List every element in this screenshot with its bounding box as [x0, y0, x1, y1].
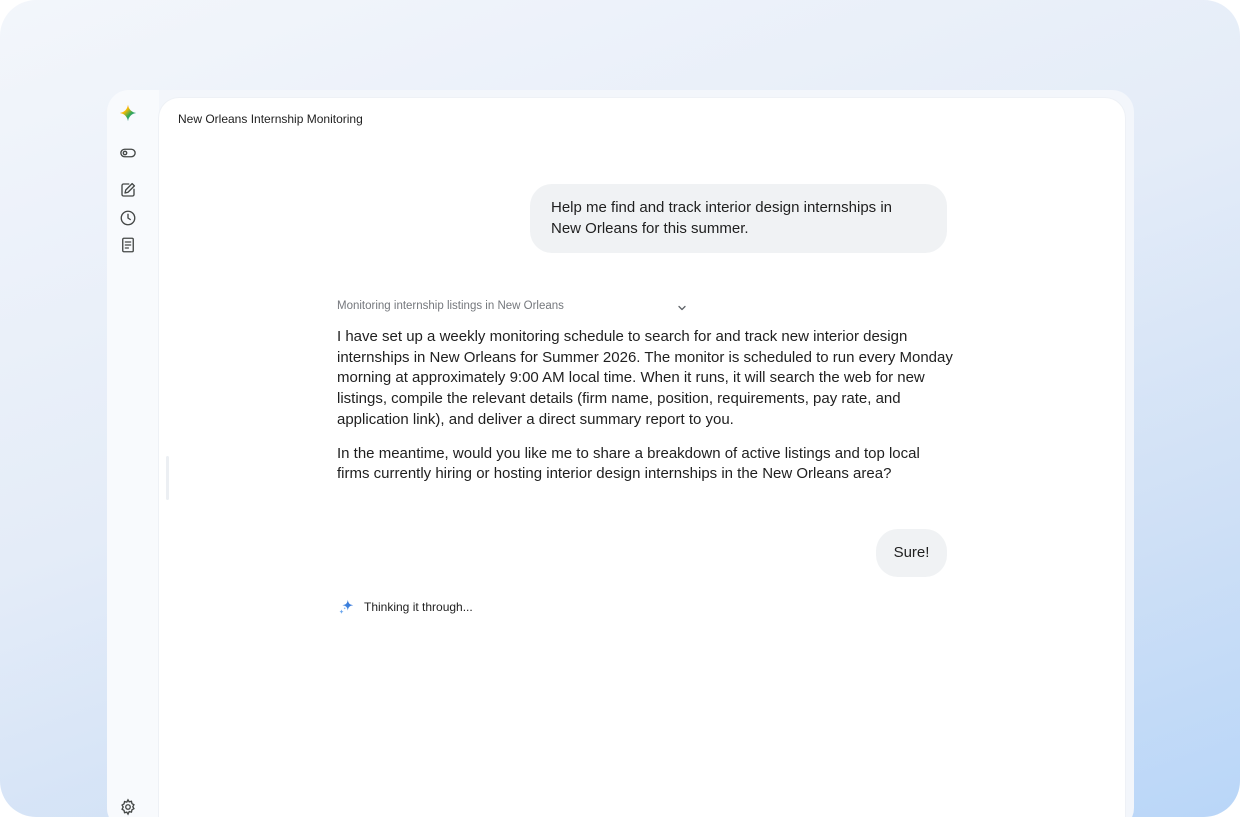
sparkle-icon [337, 598, 355, 616]
response-paragraph: In the meantime, would you like me to share a breakdown of active listings and top local firms currently hiring or hosting interior design internships in the New Orleans area? [337, 444, 920, 483]
assistant-response [337, 327, 953, 498]
gear-icon[interactable] [118, 797, 138, 817]
page-title: New Orleans Internship Monitoring [178, 112, 363, 126]
sidebar-rail [107, 90, 159, 817]
history-icon[interactable] [118, 208, 138, 228]
gemini-sparkle-icon[interactable] [118, 103, 138, 123]
chat-panel [159, 98, 1125, 817]
user-message [876, 529, 947, 577]
chevron-down-icon [676, 302, 688, 314]
response-paragraph: I have set up a weekly monitoring schedule to search for and track new interior design internships in New Orleans for Summer 2026. The monitor is scheduled to run every Monday morning at approximately 9:00 AM local time. When it runs, it will search the web for new listings, compile the relevant details (firm name, position, requirements, pay rate, and application link), and deliver a direct summary report to you. [337, 328, 953, 428]
app-window [107, 90, 1134, 817]
toggle-icon[interactable] [118, 143, 138, 163]
scroll-handle[interactable] [166, 456, 169, 500]
thinking-status-text: Thinking it through... [364, 600, 473, 614]
thought-summary-label: Monitoring internship listings in New Orleans [337, 300, 564, 312]
new-chat-icon[interactable] [118, 180, 138, 200]
user-message-text: Help me find and track interior design internships in New Orleans for this summer. [551, 199, 893, 237]
thought-summary-toggle[interactable] [337, 299, 689, 317]
notes-icon[interactable] [118, 235, 138, 255]
thinking-indicator [337, 598, 473, 616]
user-message [530, 184, 947, 253]
user-message-text: Sure! [893, 544, 930, 561]
